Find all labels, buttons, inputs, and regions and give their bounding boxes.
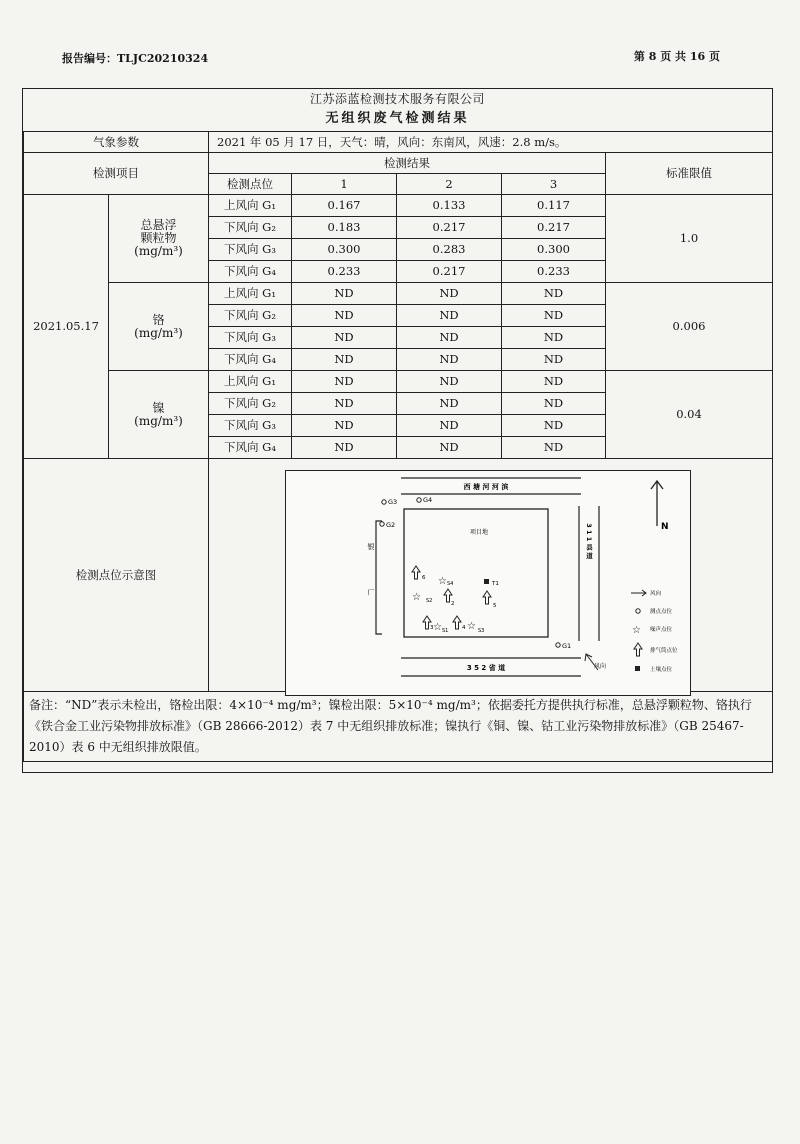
g4-marker <box>417 498 421 502</box>
sample-date: 2021.05.17 <box>24 195 109 459</box>
pollutant-nickel <box>109 371 209 459</box>
value-cell: 0.300 <box>292 239 397 261</box>
g2-marker <box>380 522 384 526</box>
point-cell: 下风向 G₃ <box>209 239 292 261</box>
weather-label: 气象参数 <box>24 132 209 153</box>
limit-cell: 1.0 <box>606 195 773 283</box>
value-cell: ND <box>502 305 606 327</box>
col-2: 2 <box>397 174 502 195</box>
item-label: 检测项目 <box>24 153 209 195</box>
point-label: 检测点位 <box>209 174 292 195</box>
point-cell: 下风向 G₂ <box>209 305 292 327</box>
road-top-label: 西 塘 河 河 滨 <box>463 483 509 491</box>
value-cell: ND <box>397 349 502 371</box>
legend-soil-label: 土壤点位 <box>650 667 673 673</box>
value-cell: ND <box>502 371 606 393</box>
report-number: 报告编号：TLJC20210324 <box>62 52 209 65</box>
factory-label: 项目地 <box>469 529 489 536</box>
legend-noise-icon: ☆ <box>632 625 641 636</box>
value-cell: ND <box>292 393 397 415</box>
exhaust-6-icon <box>412 566 420 579</box>
g1-label: G1 <box>562 642 572 650</box>
left-mark1: 银 <box>367 543 375 551</box>
table-row <box>24 195 773 217</box>
value-cell: ND <box>292 305 397 327</box>
col-1: 1 <box>292 174 397 195</box>
pollutant-name-line1: 总悬浮 <box>140 218 177 232</box>
value-cell: ND <box>502 437 606 459</box>
legend-soil-icon <box>635 666 640 671</box>
point-cell: 下风向 G₄ <box>209 437 292 459</box>
pollutant-name-line2: 颗粒物 <box>140 231 177 245</box>
g4-label: G4 <box>423 496 433 504</box>
legend-wind-label: 风向 <box>650 591 662 597</box>
value-cell: ND <box>397 283 502 305</box>
exhaust-5-label: 5 <box>493 603 497 609</box>
left-bracket <box>376 521 382 634</box>
left-mark2: 厂 <box>367 589 375 597</box>
value-cell: ND <box>502 327 606 349</box>
road-right-label: 3 1 1 县 道 <box>585 523 593 559</box>
value-cell: ND <box>397 371 502 393</box>
value-cell: 0.300 <box>502 239 606 261</box>
value-cell: ND <box>292 327 397 349</box>
value-cell: ND <box>397 327 502 349</box>
value-cell: ND <box>292 283 397 305</box>
point-cell: 上风向 G₁ <box>209 371 292 393</box>
noise-star-icon: ☆ <box>438 576 447 587</box>
exhaust-4-label: 4 <box>462 625 466 631</box>
pollutant-chromium <box>109 283 209 371</box>
pollutant-unit: (mg/m³) <box>134 325 183 340</box>
noise-star-icon: ☆ <box>467 621 476 632</box>
limit-cell: 0.04 <box>606 371 773 459</box>
value-cell: 0.217 <box>397 261 502 283</box>
t1-label: T1 <box>492 581 499 587</box>
s4-label: S4 <box>447 581 454 587</box>
exhaust-2-label: 2 <box>451 601 455 607</box>
value-cell: ND <box>292 371 397 393</box>
noise-star-icon: ☆ <box>412 592 421 603</box>
value-cell: ND <box>502 415 606 437</box>
value-cell: ND <box>397 437 502 459</box>
point-cell: 上风向 G₁ <box>209 283 292 305</box>
legend-exhaust-label: 排气筒点位 <box>650 648 678 654</box>
report-title: 无组织废气检测结果 <box>325 111 470 126</box>
value-cell: ND <box>502 349 606 371</box>
value-cell: ND <box>292 415 397 437</box>
value-cell: ND <box>397 305 502 327</box>
weather-value: 2021 年 05 月 17 日，天气：晴，风向：东南风，风速：2.8 m/s。 <box>209 132 773 153</box>
site-map-svg <box>286 471 690 695</box>
s3-label: S3 <box>478 628 485 634</box>
value-cell: ND <box>292 437 397 459</box>
page-number: 第 8 页 共 16 页 <box>633 50 720 63</box>
pollutant-unit: (mg/m³) <box>134 413 183 428</box>
value-cell: 0.183 <box>292 217 397 239</box>
g2-label: G2 <box>386 521 396 529</box>
g3-marker <box>382 500 386 504</box>
north-label: N <box>661 522 669 532</box>
road-bottom-label: 3 5 2 省 道 <box>466 664 506 672</box>
exhaust-4-icon <box>453 616 461 629</box>
value-cell: ND <box>502 283 606 305</box>
value-cell: 0.233 <box>502 261 606 283</box>
g1-marker <box>556 643 560 647</box>
legend-point-label: 测点点位 <box>650 609 673 615</box>
wind-direction-label: 风向 <box>594 663 607 670</box>
legend-point-icon <box>636 609 640 613</box>
legend-exhaust-icon <box>634 643 642 656</box>
limit-cell: 0.006 <box>606 283 773 371</box>
table-row <box>24 283 773 305</box>
limit-label: 标准限值 <box>606 153 773 195</box>
table-row <box>24 371 773 393</box>
value-cell: 0.283 <box>397 239 502 261</box>
value-cell: 0.133 <box>397 195 502 217</box>
point-cell: 下风向 G₃ <box>209 415 292 437</box>
pollutant-unit: (mg/m³) <box>134 244 183 258</box>
pollutant-name-line1: 镍 <box>152 400 165 415</box>
company-name: 江苏添蓝检测技术服务有限公司 <box>309 92 485 106</box>
value-cell: ND <box>502 393 606 415</box>
legend-noise-label: 噪声点位 <box>650 627 673 633</box>
exhaust-6-label: 6 <box>422 575 426 581</box>
map-label: 检测点位示意图 <box>24 459 209 692</box>
value-cell: ND <box>397 393 502 415</box>
s2-label: S2 <box>426 598 433 604</box>
s1-label: S1 <box>442 628 449 634</box>
pollutant-name-line1: 铬 <box>152 312 165 327</box>
value-cell: 0.217 <box>502 217 606 239</box>
point-cell: 下风向 G₂ <box>209 217 292 239</box>
g3-label: G3 <box>388 498 398 506</box>
notes: 备注：“ND”表示未检出，铬检出限：4×10⁻⁴ mg/m³；镍检出限：5×10⁻⁴ mg/m³；依据委托方提供执行标准，总悬浮颗粒物、铬执行《铁合金工业污染物排放标准》（GB 28666-2012）表 7 中无组织排放标准；镍执行《铜、镍、钴工业污染物排放标准》（GB 25467-2010）表 6 中无组织排放限值。 <box>24 692 773 762</box>
point-cell: 下风向 G₄ <box>209 261 292 283</box>
value-cell: ND <box>292 349 397 371</box>
value-cell: 0.167 <box>292 195 397 217</box>
results-label: 检测结果 <box>209 153 606 174</box>
point-cell: 下风向 G₃ <box>209 327 292 349</box>
value-cell: 0.117 <box>502 195 606 217</box>
point-cell: 上风向 G₁ <box>209 195 292 217</box>
point-cell: 下风向 G₂ <box>209 393 292 415</box>
site-map <box>285 470 691 696</box>
col-3: 3 <box>502 174 606 195</box>
pollutant-tsp <box>109 195 209 283</box>
value-cell: ND <box>397 415 502 437</box>
exhaust-3-label: 3 <box>430 625 434 631</box>
exhaust-5-icon <box>483 591 491 604</box>
value-cell: 0.217 <box>397 217 502 239</box>
point-cell: 下风向 G₄ <box>209 349 292 371</box>
noise-star-icon: ☆ <box>433 622 442 633</box>
soil-marker <box>484 579 489 584</box>
value-cell: 0.233 <box>292 261 397 283</box>
